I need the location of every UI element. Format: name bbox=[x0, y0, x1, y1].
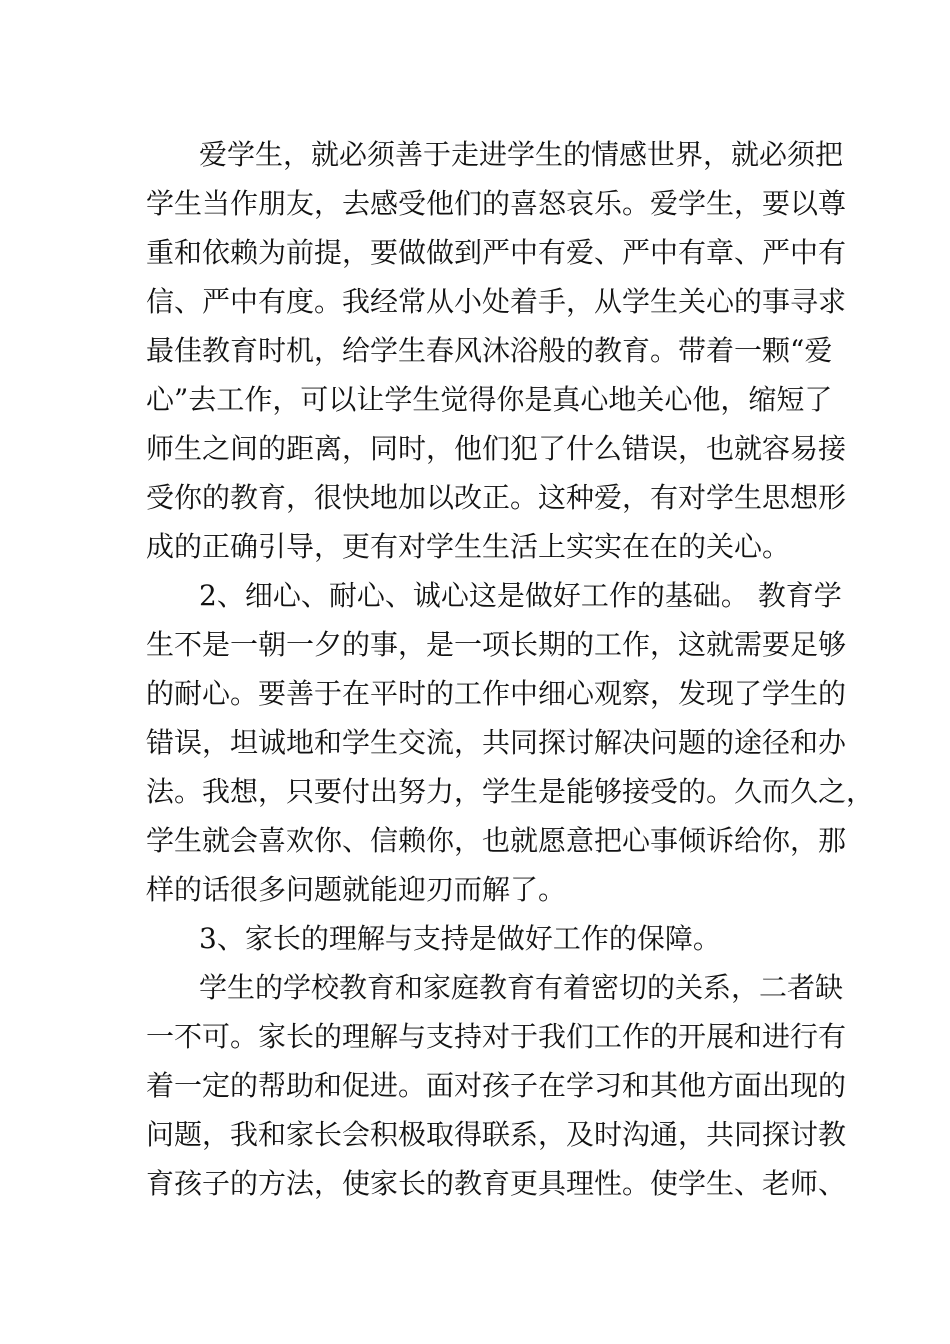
text-line: 爱学生，就必须善于走进学生的情感世界，就必须把 bbox=[199, 138, 844, 171]
paragraph bbox=[146, 963, 847, 1208]
text-line: 学生当作朋友，去感受他们的喜怒哀乐。爱学生，要以尊 bbox=[146, 187, 847, 220]
text-line: 育孩子的方法，使家长的教育更具理性。使学生、老师、 bbox=[146, 1167, 847, 1200]
text-line: 问题，我和家长会积极取得联系，及时沟通，共同探讨教 bbox=[146, 1118, 847, 1151]
text-line: 成的正确引导，更有对学生生活上实实在在的关心。 bbox=[146, 530, 791, 563]
text-line: 着一定的帮助和促进。面对孩子在学习和其他方面出现的 bbox=[146, 1069, 847, 1102]
text-line: 错误，坦诚地和学生交流，共同探讨解决问题的途径和办 bbox=[146, 726, 847, 759]
paragraph bbox=[146, 571, 875, 914]
text-line: 信、严中有度。我经常从小处着手，从学生关心的事寻求 bbox=[146, 285, 847, 318]
paragraph bbox=[146, 130, 847, 571]
text-line: 学生就会喜欢你、信赖你，也就愿意把心事倾诉给你，那 bbox=[146, 824, 847, 857]
document-body bbox=[146, 130, 875, 1208]
text-line: 法。我想，只要付出努力，学生是能够接受的。久而久之， bbox=[146, 775, 875, 808]
text-line: 学生的学校教育和家庭教育有着密切的关系，二者缺 bbox=[199, 971, 844, 1004]
text-line: 一不可。家长的理解与支持对于我们工作的开展和进行有 bbox=[146, 1020, 847, 1053]
text-line: 3、家长的理解与支持是做好工作的保障。 bbox=[199, 922, 721, 955]
text-line: 心”去工作，可以让学生觉得你是真心地关心他，缩短了 bbox=[146, 383, 833, 416]
text-line: 最佳教育时机，给学生春风沐浴般的教育。带着一颗“爱 bbox=[146, 334, 833, 367]
text-line: 重和依赖为前提，要做做到严中有爱、严中有章、严中有 bbox=[146, 236, 847, 269]
text-line: 师生之间的距离，同时，他们犯了什么错误，也就容易接 bbox=[146, 432, 847, 465]
text-line: 受你的教育，很快地加以改正。这种爱，有对学生思想形 bbox=[146, 481, 847, 514]
text-line: 2、细心、耐心、诚心这是做好工作的基础。 教育学 bbox=[199, 579, 842, 612]
section-heading bbox=[146, 914, 796, 963]
text-line: 样的话很多问题就能迎刃而解了。 bbox=[146, 873, 567, 906]
text-line: 的耐心。要善于在平时的工作中细心观察，发现了学生的 bbox=[146, 677, 847, 710]
text-line: 生不是一朝一夕的事，是一项长期的工作，这就需要足够 bbox=[146, 628, 847, 661]
